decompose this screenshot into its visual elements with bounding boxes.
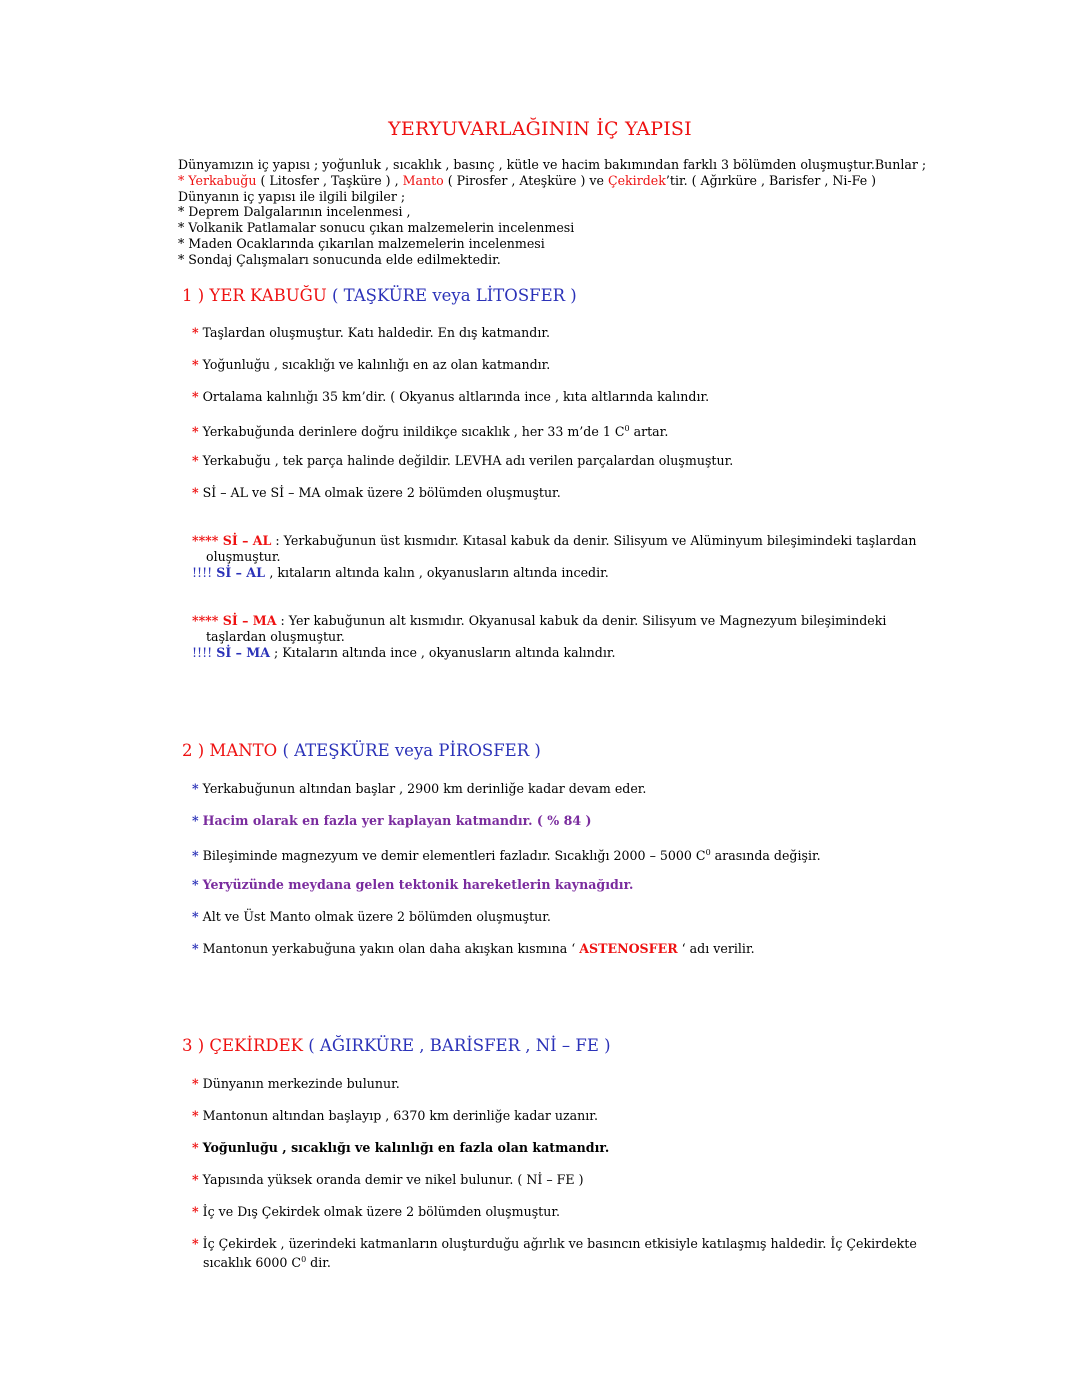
intro-line: Dünyanın iç yapısı ile ilgili bilgiler ; — [178, 188, 406, 204]
list-item: * Sİ – AL ve Sİ – MA olmak üzere 2 bölümden oluşmuştur. — [192, 485, 561, 500]
list-item: * Yerkabuğunda derinlere doğru inildikçe sıcaklık , her 33 m’de 1 $C^0$ artar. — [192, 424, 669, 440]
list-item: * Ortalama kalınlığı 35 km’dir. ( Okyanus altlarında ince , kıta altlarında kalındır. — [192, 389, 710, 404]
section3-heading: 3 ) ÇEKİRDEK ( AĞIRKÜRE , BARİSFER , Nİ – FE ) — [182, 1036, 611, 1055]
sima-note: **** Sİ – MA : Yer kabuğunun alt kısmıdır. Okyanusal kabuk da denir. Silisyum ve Magnezyum bileşimindeki taşlardan oluşmuştur. — [192, 613, 887, 644]
intro-line: * Volkanik Patlamalar sonucu çıkan malzemelerin incelenmesi — [178, 220, 575, 236]
page-title: YERYUVARLAĞININ İÇ YAPISI — [388, 118, 692, 140]
intro-line: * Deprem Dalgalarının incelenmesi , — [178, 204, 411, 220]
list-item: * Bileşiminde magnezyum ve demir elementleri fazladır. Sıcaklığı 2000 – 5000 $C^0$ arasında değişir. — [192, 848, 821, 864]
list-item: * Yoğunluğu , sıcaklığı ve kalınlığı en az olan katmandır. — [192, 357, 551, 372]
list-item: * Hacim olarak en fazla yer kaplayan katmandır. ( % 84 ) — [192, 813, 592, 828]
list-item: * İç ve Dış Çekirdek olmak üzere 2 bölümden oluşmuştur. — [192, 1204, 560, 1219]
list-item: * Yeryüzünde meydana gelen tektonik hareketlerin kaynağıdır. — [192, 877, 634, 892]
intro-line: * Sondaj Çalışmaları sonucunda elde edilmektedir. — [178, 251, 501, 267]
list-item: * Yerkabuğunun altından başlar , 2900 km derinliğe kadar devam eder. — [192, 781, 647, 796]
list-item: * Mantonun yerkabuğuna yakın olan daha akışkan kısmına ‘ ASTENOSFER ‘ adı verilir. — [192, 941, 755, 956]
list-item: * Yoğunluğu , sıcaklığı ve kalınlığı en fazla olan katmandır. — [192, 1140, 610, 1155]
sima-warning: !!!! Sİ – MA ; Kıtaların altında ince , okyanusların altında kalındır. — [192, 645, 616, 660]
list-item: * Yapısında yüksek oranda demir ve nikel bulunur. ( Nİ – FE ) — [192, 1172, 584, 1187]
list-item: * Mantonun altından başlayıp , 6370 km derinliğe kadar uzanır. — [192, 1108, 598, 1123]
intro-line: * Yerkabuğu ( Litosfer , Taşküre ) , Manto ( Pirosfer , Ateşküre ) ve Çekirdek’tir. ( Ağırküre , Barisfer , Ni-Fe ) — [178, 172, 877, 188]
section1-heading: 1 ) YER KABUĞU ( TAŞKÜRE veya LİTOSFER ) — [182, 286, 577, 305]
list-item: * Alt ve Üst Manto olmak üzere 2 bölümden oluşmuştur. — [192, 909, 551, 924]
intro-paragraph — [178, 157, 938, 268]
list-item: * İç Çekirdek , üzerindeki katmanların oluşturduğu ağırlık ve basıncın etkisiyle katılaşmış haldedir. İç Çekirdekte sıcaklık 6000 $C^0$ dir. — [192, 1236, 917, 1271]
sial-note: **** Sİ – AL : Yerkabuğunun üst kısmıdır. Kıtasal kabuk da denir. Silisyum ve Alüminyum bileşimindeki taşlardan oluşmuştur. — [192, 533, 917, 564]
sial-warning: !!!! Sİ – AL , kıtaların altında kalın , okyanusların altında incedir. — [192, 565, 609, 580]
list-item: * Yerkabuğu , tek parça halinde değildir. LEVHA adı verilen parçalardan oluşmuştur. — [192, 453, 734, 468]
list-item: * Taşlardan oluşmuştur. Katı haldedir. En dış katmandır. — [192, 325, 551, 340]
list-item: * Dünyanın merkezinde bulunur. — [192, 1076, 400, 1091]
intro-line: Dünyamızın iç yapısı ; yoğunluk , sıcaklık , basınç , kütle ve hacim bakımından farklı 3 bölümden oluşmuştur.Bunlar ; — [178, 157, 927, 172]
section2-heading: 2 ) MANTO ( ATEŞKÜRE veya PİROSFER ) — [182, 741, 541, 760]
intro-line: * Maden Ocaklarında çıkarılan malzemelerin incelenmesi — [178, 235, 545, 251]
